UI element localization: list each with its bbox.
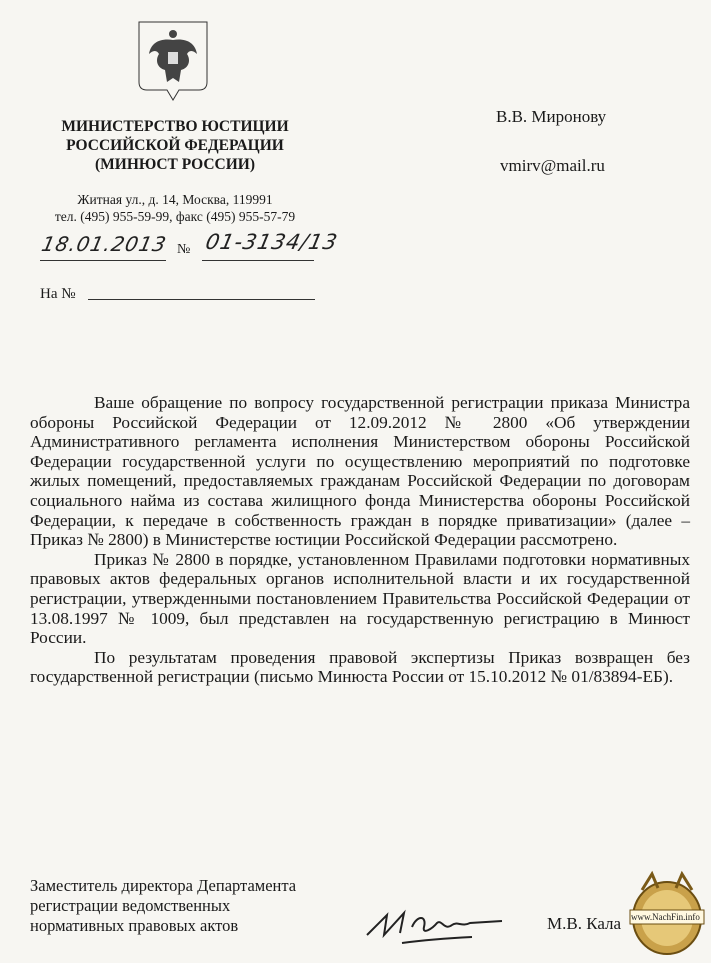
- phone-fax: тел. (495) 955-59-99, факс (495) 955-57-79: [54, 209, 296, 224]
- handwritten-date: 18.01.2013: [39, 232, 170, 256]
- signatory-title-line: Заместитель директора Департамента: [30, 876, 297, 895]
- date-field: [39, 232, 170, 261]
- coat-of-arms-emblem: [137, 20, 209, 102]
- recipient-email: vmirv@mail.ru: [500, 156, 605, 175]
- body-paragraph: По результатам проведения правовой экспертизы Приказ возвращен без государственной регистрации (письмо Минюста России от 15.10.2012 № 01/83894-ЕБ).: [30, 647, 690, 687]
- watermark-badge: [628, 870, 706, 958]
- signatory-title: [30, 876, 296, 936]
- recipient-name: В.В. Миронову: [496, 107, 607, 126]
- signatory-title-line: регистрации ведомственных: [30, 896, 231, 915]
- body-paragraph: Приказ № 2800 в порядке, установленном Правилами подготовки нормативных правовых актов федеральных органов исполнительной власти и их государственной регистрации, утвержденными постановлением Правительства Российской Федерации от 13.08.1997 № 1009, был представлен на государственную регистрацию в Минюст России.: [30, 549, 690, 648]
- address: Житная ул., д. 14, Москва, 119991: [77, 192, 273, 207]
- handwritten-signature: [362, 905, 512, 950]
- ministry-line: (МИНЮСТ РОССИИ): [94, 156, 256, 173]
- number-field: [202, 230, 341, 261]
- signatory-title-line: нормативных правовых актов: [30, 916, 239, 935]
- ministry-line: МИНИСТЕРСТВО ЮСТИЦИИ: [61, 118, 289, 135]
- signatory-name: М.В. Кала: [547, 914, 622, 933]
- number-sign: №: [177, 242, 191, 257]
- ministry-contacts: [40, 191, 310, 225]
- ministry-line: РОССИЙСКОЙ ФЕДЕРАЦИИ: [66, 137, 284, 154]
- ministry-name: [40, 117, 310, 174]
- reply-label: На №: [40, 286, 76, 302]
- handwritten-number: 01-3134/13: [203, 230, 341, 254]
- body-paragraph: Ваше обращение по вопросу государственной регистрации приказа Министра обороны Российской Федерации от 12.09.2012 № 2800 «Об утверждении Административного регламента исполнения Министерством обороны Российской Федерации государственной услуги по осуществлению мероприятий по подготовке жилых помещений, предоставляемых гражданам Российской Федерации по договорам социального найма из состава жилищного фонда Министерства обороны Российской Федерации, к передаче в собственность граждан в порядке приватизации» (далее – Приказ № 2800) в Министерстве юстиции Российской Федерации рассмотрено.: [30, 393, 690, 550]
- letter-body: [30, 393, 690, 687]
- reply-number-field: [88, 280, 315, 300]
- watermark-text: www.NachFin.info: [631, 912, 700, 922]
